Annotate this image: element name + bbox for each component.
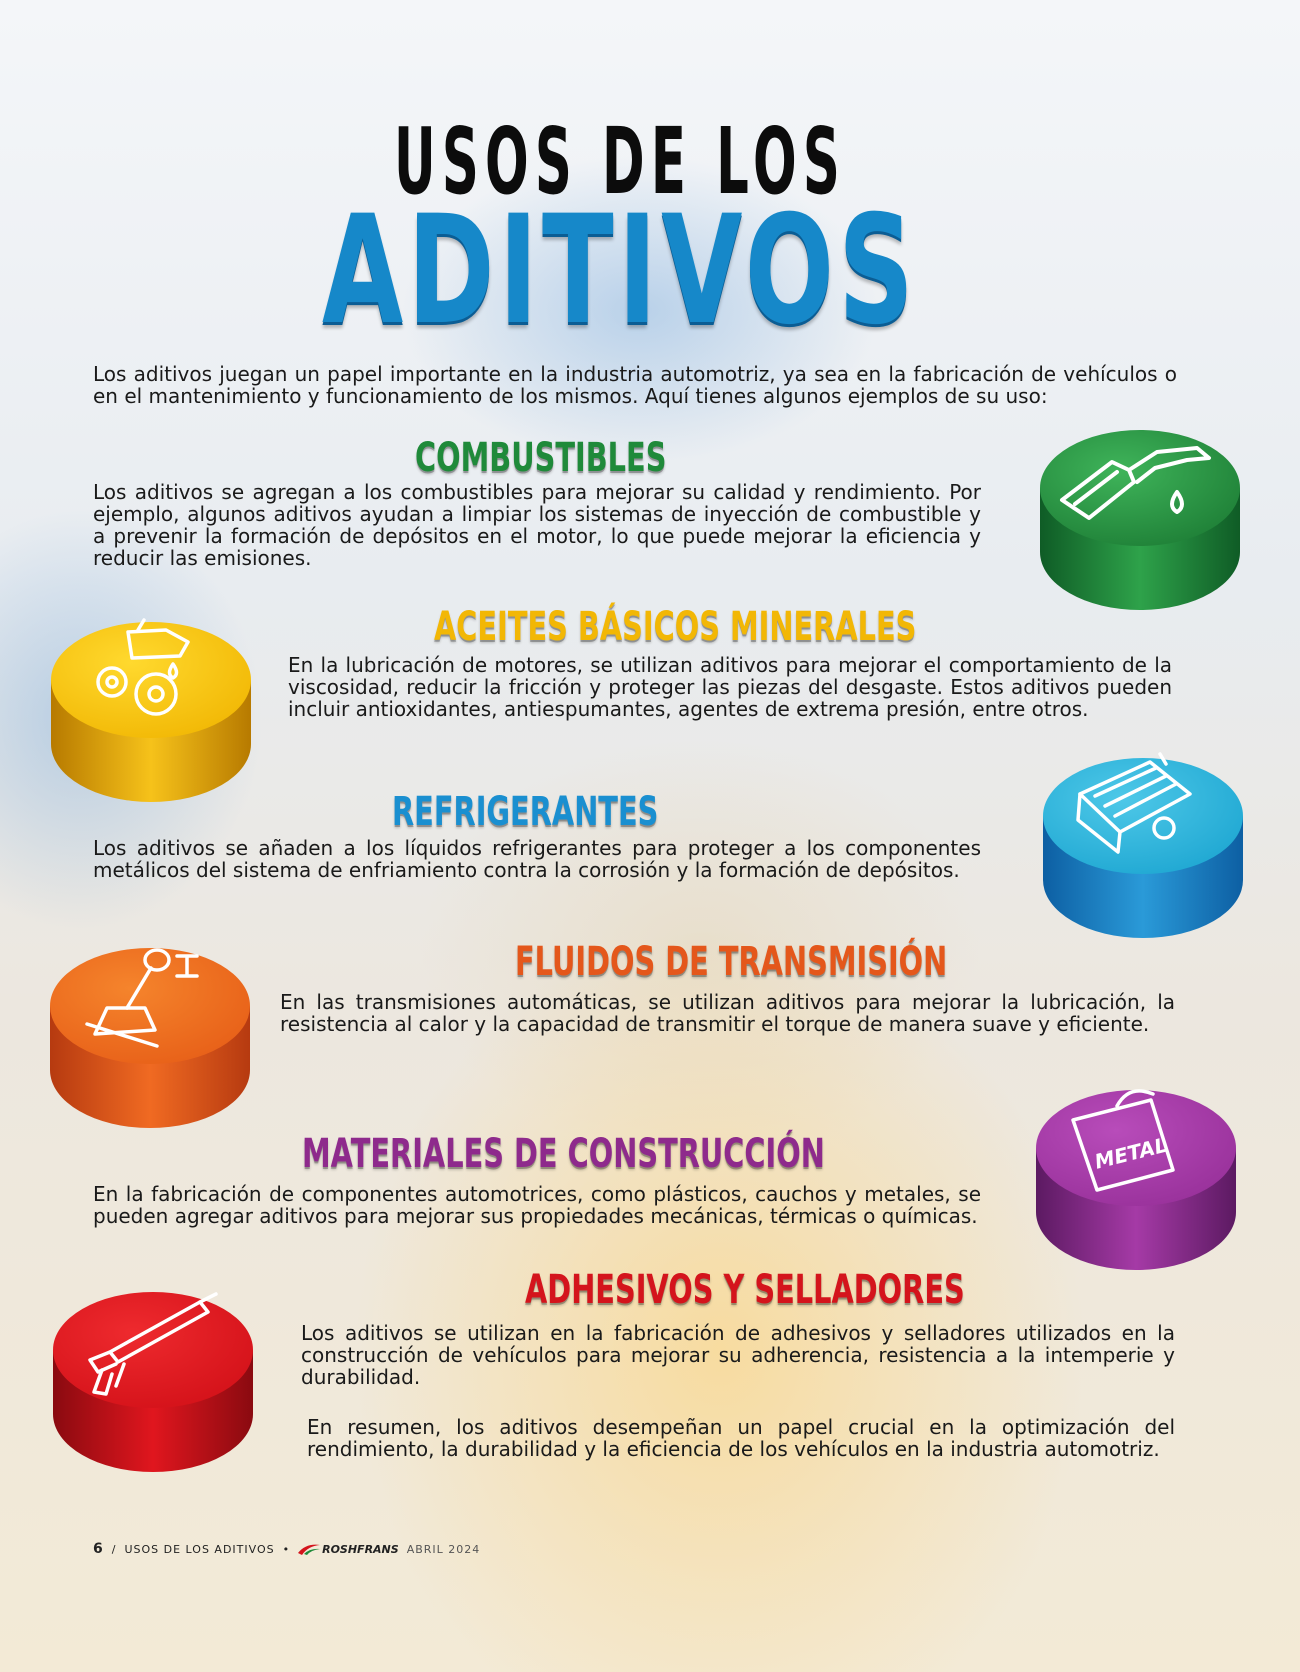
intro-paragraph: Los aditivos juegan un papel importante en la industria automotriz, ya sea en la fabricación de vehículos o en el mantenimiento y funcionamiento de los mismos. Aquí tienes algunos ejemplos de su uso: (93, 362, 1177, 408)
text-materiales: En la fabricación de componentes automotrices, como plásticos, cauchos y metales, se pueden agregar aditivos para mejorar sus propiedades mecánicas, térmicas o químicas. (93, 1182, 981, 1228)
page-footer (93, 1541, 480, 1557)
fuel-nozzle-icon (1037, 420, 1243, 620)
heading-combustibles: COMBUSTIBLES (415, 435, 667, 481)
text-refrigerantes: Los aditivos se añaden a los líquidos refrigerantes para proteger a los componentes metálicos del sistema de enfriamiento contra la corrosión y la formación de depósitos. (93, 836, 981, 882)
text-fluidos: En las transmisiones automáticas, se utilizan aditivos para mejorar la lubricación, la resistencia al calor y la capacidad de transmitir el torque de manera suave y eficiente. (280, 990, 1175, 1036)
title-line-2: ADITIVOS (321, 184, 919, 358)
heading-refrigerantes: REFRIGERANTES (392, 789, 659, 835)
metal-icon-label: METAL (1092, 1132, 1170, 1174)
caulk-gun-icon (50, 1282, 256, 1482)
brand-name: ROSHFRANS (322, 1542, 399, 1556)
heading-aceites: ACEITES BÁSICOS MINERALES (434, 604, 917, 650)
summary-paragraph: En resumen, los aditivos desempeñan un papel crucial en la optimización del rendimiento, la durabilidad y la eficiencia de los vehículos en la industria automotriz. (307, 1415, 1175, 1461)
heading-adhesivos: ADHESIVOS Y SELLADORES (525, 1267, 965, 1313)
gear-shift-icon (47, 938, 253, 1138)
footer-separator: / (111, 1542, 117, 1556)
text-adhesivos: Los aditivos se utilizan en la fabricación de adhesivos y selladores utilizados en la construcción de vehículos para mejorar su adherencia, resistencia a la intemperie y durabilidad. (301, 1321, 1175, 1389)
heading-fluidos: FLUIDOS DE TRANSMISIÓN (515, 939, 948, 985)
radiator-icon (1040, 748, 1246, 948)
footer-section: USOS DE LOS ADITIVOS (124, 1542, 275, 1556)
text-combustibles: Los aditivos se agregan a los combustibles para mejorar su calidad y rendimiento. Por ejemplo, algunos aditivos ayudan a limpiar los sistemas de inyección de combustible y a prevenir la formación de depósitos en el motor, lo que puede mejorar la eficiencia y reducir las emisiones. (93, 480, 981, 570)
footer-dot: • (282, 1542, 291, 1556)
text-aceites: En la lubricación de motores, se utilizan aditivos para mejorar el comportamiento de la viscosidad, reducir la fricción y proteger las piezas del desgaste. Estos aditivos pueden incluir antioxidantes, antiespumantes, agentes de extrema presión, entre otros. (288, 653, 1172, 721)
issue-date: ABRIL 2024 (406, 1542, 481, 1556)
metal-icon (1033, 1080, 1239, 1280)
page-number: 6 (93, 1541, 104, 1557)
brand-logo-icon (298, 1543, 399, 1556)
oil-gears-icon (48, 612, 254, 812)
heading-materiales: MATERIALES DE CONSTRUCCIÓN (302, 1131, 825, 1177)
title-line-1: USOS DE LOS (393, 108, 847, 215)
